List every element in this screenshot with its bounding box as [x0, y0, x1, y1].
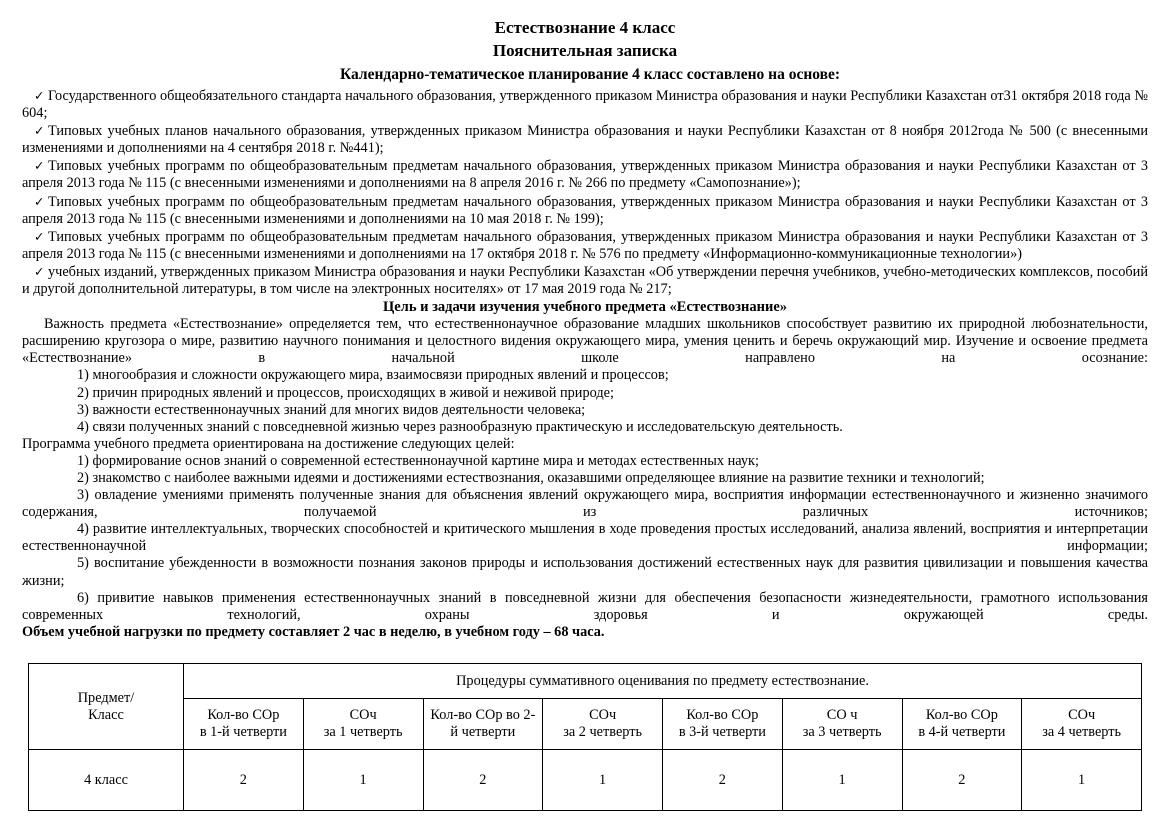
- list-item-text: Типовых учебных программ по общеобразовательным предметам начального образования, утвержденных приказом Министра образования и науки Республики Казахстан от 3 апреля 2013 года № 115 (с внесенными изменениями и дополнениями на 8 апреля 2016 г. № 266 по предмету «Самопознание»);: [22, 158, 1148, 192]
- row-value-cell: 2: [184, 750, 304, 811]
- subject-header-line1: Предмет/: [77, 689, 135, 706]
- list-item-text: Типовых учебных программ по общеобразовательным предметам начального образования, утвержденных приказом Министра образования и науки Республики Казахстан от 3 апреля 2013 года № 115 (с внесенными изменениями и дополнениями на 10 мая 2018 г. № 199);: [22, 193, 1148, 227]
- column-header-line2: в 3-й четверти: [678, 724, 766, 741]
- list-item: 4) развитие интеллектуальных, творческих способностей и критического мышления в ходе проведения простых исследований, анализа явлений, восприятия и интерпретации естественнонаучной информации;: [22, 521, 1148, 555]
- column-header-line1: СОч: [349, 707, 377, 724]
- list-item: 2) знакомство с наиболее важными идеями и достижениями естествознания, оказавшими определяющее влияние на развитие техники и технологий;: [77, 469, 985, 486]
- column-header-line1: Кол-во СОр: [925, 707, 998, 724]
- goals-section-heading: Цель и задачи изучения учебного предмета «Естествознание»: [382, 299, 788, 316]
- column-header-sor-q1: [184, 699, 304, 750]
- list-item: 6) привитие навыков применения естественнонаучных знаний в повседневной жизни для обеспечения безопасности жизнедеятельности, грамотного использования современных технологий, охраны здоровья и окружающей среды.: [22, 589, 1148, 623]
- row-value-cell: 1: [543, 750, 663, 811]
- check-icon: ✓: [34, 158, 45, 174]
- program-lead-paragraph: Программа учебного предмета ориентирована на достижение следующих целей:: [22, 435, 515, 452]
- check-icon: ✓: [34, 193, 45, 209]
- row-value-cell: 1: [782, 750, 902, 811]
- summative-table-wrapper: [22, 663, 1148, 811]
- column-header-sor-q4: [902, 699, 1022, 750]
- list-item: 2) причин природных явлений и процессов, происходящих в живой и неживой природе;: [77, 384, 614, 401]
- list-item: 3) овладение умениями применять полученные знания для объяснения явлений окружающего мира, восприятия информации естественнонаучного и жизненно значимого содержания, получаемой из различных источников;: [22, 487, 1148, 521]
- summative-assessment-table: [28, 663, 1142, 811]
- column-header-line1: Кол-во СОр во 2-: [430, 707, 536, 724]
- column-header-line1: Кол-во СОр: [686, 707, 759, 724]
- list-item-text: Типовых учебных планов начального образования, утвержденных приказом Министра образования и науки Республики Казахстан от 8 ноября 2012года № 500 (с внесенными изменениями и дополнениями на 4 сентября 2018 г. №441);: [22, 123, 1148, 157]
- table-header-row-group: [29, 664, 1142, 699]
- column-header-sor-q2: [423, 699, 543, 750]
- column-header-soch-q1: [303, 699, 423, 750]
- column-header-line1: Кол-во СОр: [207, 707, 280, 724]
- page-subtitle: Пояснительная записка: [492, 41, 678, 60]
- list-item: [22, 228, 1148, 263]
- basis-heading: Календарно-тематическое планирование 4 класс составлено на основе:: [339, 66, 841, 83]
- subject-header-line2: Класс: [88, 706, 124, 723]
- goal-list: [22, 453, 1148, 624]
- table-header-row-columns: [29, 699, 1142, 750]
- list-item: [22, 193, 1148, 228]
- row-value-cell: 2: [423, 750, 543, 811]
- column-header-soch-q4: [1022, 699, 1142, 750]
- list-item: [22, 87, 1148, 122]
- workload-note: Объем учебной нагрузки по предмету составляет 2 час в неделю, в учебном году – 68 часа.: [22, 623, 605, 640]
- list-item: 1) многообразия и сложности окружающего мира, взаимосвязи природных явлений и процессов;: [77, 367, 669, 384]
- list-item: [22, 157, 1148, 192]
- subject-class-header: [29, 664, 184, 750]
- page-title: Естествознание 4 класс: [494, 18, 676, 37]
- column-header-soch-q2: [543, 699, 663, 750]
- row-subject-cell: 4 класс: [29, 750, 184, 811]
- column-header-line2: й четверти: [450, 724, 516, 741]
- column-header-line2: за 4 четверть: [1042, 724, 1122, 741]
- check-icon: ✓: [34, 228, 45, 244]
- column-header-soch-q3: [782, 699, 902, 750]
- check-icon: ✓: [34, 88, 45, 103]
- awareness-list: [22, 367, 1148, 435]
- group-header: Процедуры суммативного оценивания по предмету естествознание.: [184, 664, 1142, 699]
- list-item-text: Государственного общеобязательного стандарта начального образования, утвержденного приказом Министра образования и науки Республики Казахстан от31 октября 2018 года № 604;: [22, 88, 1148, 122]
- column-header-line1: СОч: [1068, 707, 1096, 724]
- column-header-line2: в 4-й четверти: [918, 724, 1006, 741]
- column-header-sor-q3: [663, 699, 783, 750]
- intro-paragraph: Важность предмета «Естествознание» определяется тем, что естественнонаучное образование младших школьников способствует развитию их природной любознательности, расширению кругозора о мире, развитию научного понимания и целостного видения окружающего мира, умения ценить и беречь окружающий мир. Изучение и освоение предмета «Естествознание» в начальной школе направлено на осознание:: [22, 316, 1148, 367]
- check-icon: ✓: [34, 123, 45, 139]
- column-header-line2: за 2 четверть: [563, 724, 643, 741]
- list-item: [22, 263, 1148, 298]
- row-value-cell: 2: [902, 750, 1022, 811]
- basis-list: [22, 87, 1148, 298]
- check-icon: ✓: [34, 263, 45, 279]
- list-item-text: учебных изданий, утвержденных приказом Министра образования и науки Республики Казахстан «Об утверждении перечня учебников, учебно-методических комплексов, пособий и другой дополнительной литературы, в том числе на электронных носителях» от 17 мая 2019 года № 217;: [22, 263, 1148, 298]
- list-item: 3) важности естественнонаучных знаний для многих видов деятельности человека;: [77, 401, 586, 418]
- row-value-cell: 1: [303, 750, 423, 811]
- list-item: 5) воспитание убежденности в возможности познания законов природы и использования достижений естественных наук для развития цивилизации и повышения качества жизни;: [22, 555, 1148, 589]
- table-row: [29, 750, 1142, 811]
- column-header-line1: СОч: [589, 707, 617, 724]
- column-header-line2: в 1-й четверти: [199, 724, 287, 741]
- column-header-line2: за 3 четверть: [802, 724, 882, 741]
- list-item-text: Типовых учебных программ по общеобразовательным предметам начального образования, утвержденных приказом Министра образования и науки Республики Казахстан от 3 апреля 2013 года № 115 (с внесенными изменениями и дополнениями на 17 октября 2018 г. № 576 по предмету «Информационно-коммуникационные технологии»): [22, 228, 1148, 262]
- list-item: 4) связи полученных знаний с повседневной жизнью через разнообразную практическую и исследовательскую деятельность.: [77, 418, 843, 435]
- column-header-line1: СО ч: [826, 707, 858, 724]
- row-value-cell: 2: [663, 750, 783, 811]
- list-item: [22, 122, 1148, 157]
- row-value-cell: 1: [1022, 750, 1142, 811]
- list-item: 1) формирование основ знаний о современной естественнонаучной картине мира и методах естественных наук;: [77, 452, 759, 469]
- column-header-line2: за 1 четверть: [323, 724, 403, 741]
